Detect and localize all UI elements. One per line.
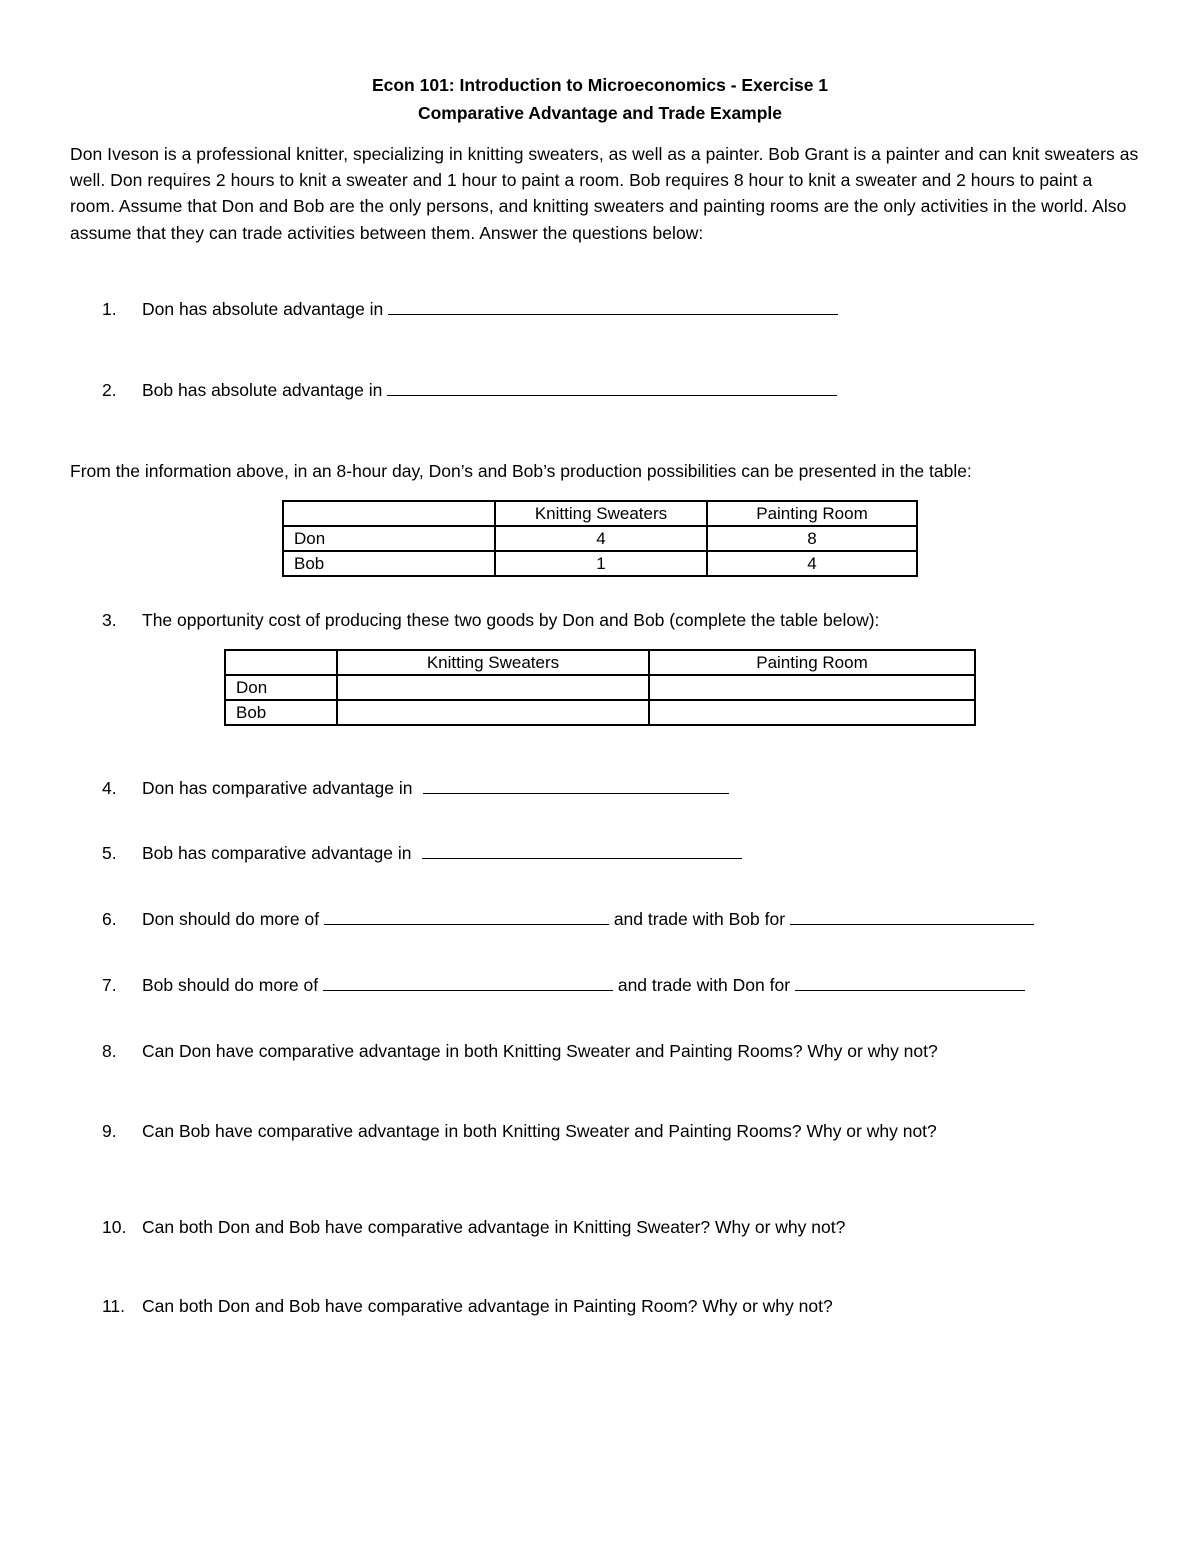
question-number: 3. [102, 610, 117, 630]
question-text: Bob has comparative advantage in [142, 843, 412, 863]
production-intro: From the information above, in an 8-hour day, Don’s and Bob’s production possibilities can be presented in the table: [70, 461, 972, 481]
question-text: and trade with Bob for [613, 909, 786, 929]
header-cell: Painting Room [707, 501, 917, 526]
question-9 [102, 1121, 937, 1142]
question-2 [102, 380, 837, 401]
answer-blank[interactable] [388, 300, 838, 315]
answer-blank[interactable] [387, 381, 837, 396]
opportunity-cost-table [224, 649, 976, 726]
table-row [225, 700, 975, 725]
question-3 [102, 610, 879, 631]
table-row [283, 526, 917, 551]
answer-blank[interactable] [323, 976, 613, 991]
row-label: Bob [283, 551, 495, 576]
table-cell: 4 [495, 526, 707, 551]
answer-blank[interactable] [423, 779, 729, 794]
question-5 [102, 843, 742, 864]
header-cell: Knitting Sweaters [337, 650, 649, 675]
question-text: The opportunity cost of producing these two goods by Don and Bob (complete the table below): [142, 610, 880, 630]
question-10 [102, 1217, 845, 1238]
question-text: Don has absolute advantage in [142, 299, 384, 319]
table-row [225, 675, 975, 700]
document-title: Econ 101: Introduction to Microeconomics - Exercise 1 [371, 75, 829, 95]
question-text: Don has comparative advantage in [142, 778, 413, 798]
row-label: Don [283, 526, 495, 551]
question-text: Bob has absolute advantage in [142, 380, 383, 400]
question-text: and trade with Don for [617, 975, 791, 995]
answer-cell[interactable] [337, 700, 649, 725]
table-cell: 8 [707, 526, 917, 551]
header-cell: Painting Room [649, 650, 975, 675]
answer-blank[interactable] [422, 844, 742, 859]
question-text: Can both Don and Bob have comparative advantage in Painting Room? Why or why not? [142, 1296, 833, 1316]
table-row [283, 551, 917, 576]
question-number: 10. [102, 1217, 127, 1237]
question-7 [102, 975, 1025, 996]
header-cell: Knitting Sweaters [495, 501, 707, 526]
question-text: Can Bob have comparative advantage in both Knitting Sweater and Painting Rooms? Why or why not? [142, 1121, 937, 1141]
row-label: Don [225, 675, 337, 700]
answer-cell[interactable] [649, 700, 975, 725]
question-number: 1. [102, 299, 117, 319]
table-header-row [225, 650, 975, 675]
answer-blank[interactable] [790, 910, 1034, 925]
question-4 [102, 778, 729, 799]
answer-cell[interactable] [337, 675, 649, 700]
table-header-row [283, 501, 917, 526]
question-text: Can Don have comparative advantage in both Knitting Sweater and Painting Rooms? Why or why not? [142, 1041, 938, 1061]
header-cell [225, 650, 337, 675]
table-cell: 4 [707, 551, 917, 576]
question-11 [102, 1296, 833, 1317]
answer-blank[interactable] [795, 976, 1025, 991]
question-number: 8. [102, 1041, 117, 1061]
question-number: 9. [102, 1121, 117, 1141]
header-cell [283, 501, 495, 526]
question-text: Don should do more of [142, 909, 320, 929]
answer-blank[interactable] [324, 910, 609, 925]
table-cell: 1 [495, 551, 707, 576]
question-text: Bob should do more of [142, 975, 319, 995]
question-number: 5. [102, 843, 117, 863]
question-6 [102, 909, 1034, 930]
question-number: 4. [102, 778, 117, 798]
question-number: 7. [102, 975, 117, 995]
question-1 [102, 299, 838, 320]
answer-cell[interactable] [649, 675, 975, 700]
intro-paragraph: Don Iveson is a professional knitter, specializing in knitting sweaters, as well as a painter. Bob Grant is a painter and can knit sweaters as well. Don requires 2 hours to knit a sweater and 1 hour to paint a room. Bob requires 8 hour to knit a sweater and 2 hours to paint a room. Assume that Don and Bob are the only persons, and knitting sweaters and painting rooms are the only activities in the world. Also assume that they can trade activities between them. Answer the questions below: [70, 144, 1139, 243]
question-number: 2. [102, 380, 117, 400]
question-text: Can both Don and Bob have comparative advantage in Knitting Sweater? Why or why not? [142, 1217, 846, 1237]
row-label: Bob [225, 700, 337, 725]
question-8 [102, 1041, 938, 1062]
production-table [282, 500, 918, 577]
question-number: 11. [102, 1296, 126, 1316]
document-subtitle: Comparative Advantage and Trade Example [417, 103, 783, 123]
question-number: 6. [102, 909, 117, 929]
